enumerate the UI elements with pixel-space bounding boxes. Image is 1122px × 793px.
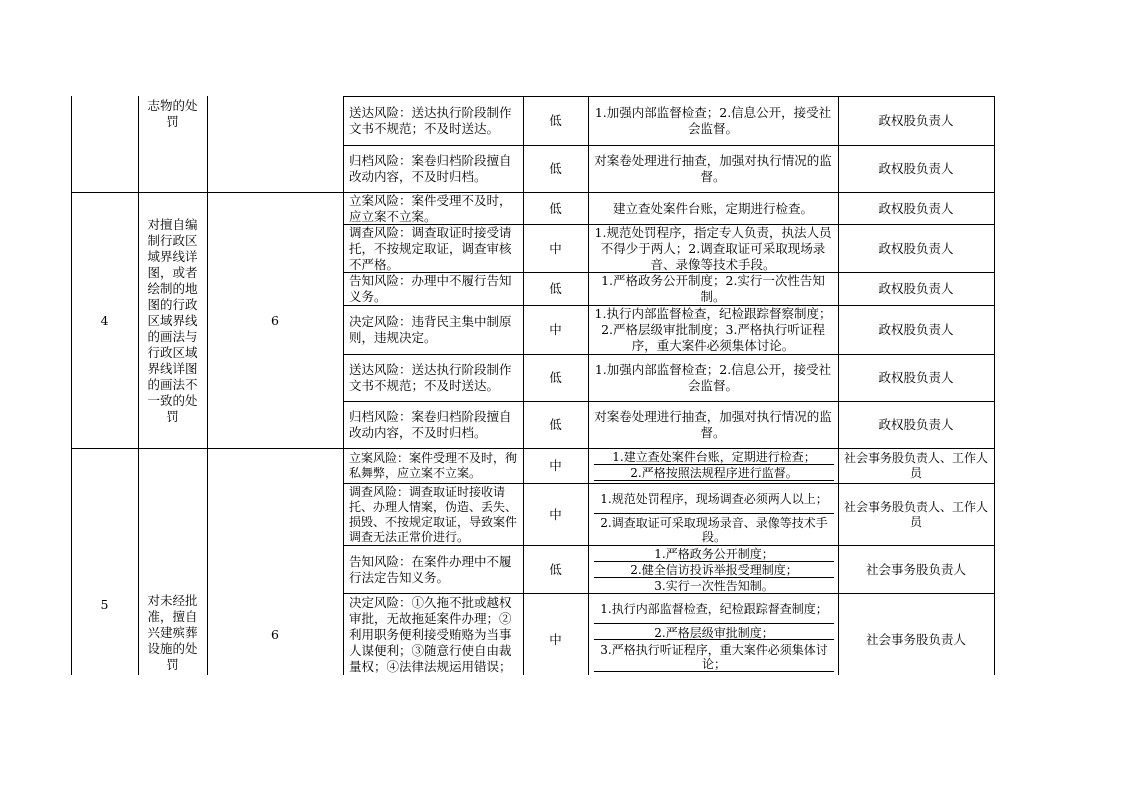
level-cell: 中 [549,506,562,522]
item-name-cell: 对未经批准，擅自兴建殡葬设施的处罚 [147,593,198,672]
item-name-cell: 对擅自编制行政区域界线详图，或者绘制的地图的行政区域界线的画法与行政区域界线详图的画法不一致的处罚 [147,216,198,424]
measure-item: 1.规范处罚程序，现场调查必须两人以上； [594,485,834,514]
level-cell: 低 [549,417,562,432]
measure-cell: 1.执行内部监督检查，纪检跟踪督察制度；2.严格层级审批制度；3.严格执行听证程序，重大案件必须集体讨论。 [594,306,832,353]
risk-cell: 立案风险：案件受理不及时，徇私舞弊，应立案不立案。 [349,451,518,480]
risk-cell: 归档风险：案卷归档阶段擅自改动内容，不及时归档。 [349,153,512,184]
owner-cell: 社会事务股负责人 [865,561,966,577]
risk-cell: 调查风险：调查取证时接收请托、办理人情案，伪造、丢失、损毁、不按规定取证，导致案件调查无法正常价进行。 [349,484,518,544]
risk-cell: 送达风险：送达执行阶段制作文书不规范；不及时送达。 [349,105,512,136]
measure-cell: 建立查处案件台账，定期进行检查。 [612,200,813,216]
risk-cell: 立案风险：案件受理不及时，应立案不立案。 [349,193,512,224]
owner-cell: 社会事务股负责人 [865,631,966,647]
measure-item: 1.严格政务公开制度； [594,547,834,562]
measure-item: 2.严格层级审批制度； [594,626,834,640]
measure-item: 2.严格按照法规程序进行监督。 [594,466,834,481]
measure-cell: 1.严格政务公开制度；2.实行一次性告知制。 [601,273,825,304]
risk-cell: 告知风险：在案件办理中不履行法定告知义务。 [349,553,512,585]
risk-count-cell: 6 [271,312,279,328]
risk-cell: 决定风险：①久拖不批或越权审批，无故拖延案件办理；②利用职务便利接受贿赂为当事人谋便利；③随意行使自由裁量权；④法律法规运用错误； [349,595,512,674]
level-cell: 中 [549,631,562,647]
owner-cell: 社会事务股负责人、工作人员 [844,499,989,529]
risk-cell: 归档风险：案卷归档阶段擅自改动内容，不及时归档。 [349,409,512,440]
owner-cell: 政权股负责人 [878,281,954,296]
owner-cell: 政权股负责人 [878,322,954,337]
risk-count-cell: 6 [271,627,279,642]
risk-cell: 送达风险：送达执行阶段制作文书不规范；不及时送达。 [349,362,512,393]
level-cell: 低 [549,370,562,385]
owner-cell: 政权股负责人 [878,417,954,432]
measure-cell: 对案卷处理进行抽查，加强对执行情况的监督。 [594,153,832,184]
measure-item: 2.调查取证可采取现场录音、录像等技术手段。 [600,515,828,544]
measure-cell: 1.加强内部监督检查；2.信息公开，接受社会监督。 [594,105,832,136]
level-cell: 中 [549,458,562,473]
level-cell: 中 [549,240,562,256]
owner-cell: 政权股负责人 [878,240,954,256]
measure-cell: 对案卷处理进行抽查，加强对执行情况的监督。 [594,409,832,440]
risk-cell: 告知风险：办理中不履行告知义务。 [349,273,512,304]
risk-cell: 调查风险：调查取证时接受请托，不按规定取证，调查审核不严格。 [349,225,512,272]
level-cell: 低 [549,200,562,216]
risk-cell: 决定风险：违背民主集中制原则，违规决定。 [349,314,512,345]
level-cell: 低 [549,281,562,296]
owner-cell: 政权股负责人 [878,370,954,385]
measure-item: 3.实行一次性告知制。 [654,578,774,593]
measure-item: 2.健全信访投诉举报受理制度； [594,563,834,578]
owner-cell: 政权股负责人 [878,200,954,216]
level-cell: 中 [549,322,562,337]
level-cell: 低 [549,113,562,128]
owner-cell: 社会事务股负责人、工作人员 [844,451,989,480]
item-number-cell: 4 [100,312,109,328]
measure-item: 1.建立查处案件台账，定期进行检查； [594,450,834,465]
owner-cell: 政权股负责人 [878,113,954,128]
measure-cell: 1.规范处罚程序，指定专人负责，执法人员不得少于两人；2.调查取证可采取现场录音、录像等技术手段。 [594,225,832,272]
measure-item: 3.严格执行听证程序，重大案件必须集体讨论； [594,642,834,672]
measure-cell: 1.加强内部监督检查；2.信息公开，接受社会监督。 [594,362,832,393]
level-cell: 低 [549,561,562,577]
table-border-right [994,96,995,675]
item-number-cell: 5 [100,597,109,612]
measure-item: 1.执行内部监督检查，纪检跟踪督查制度； [594,595,834,624]
owner-cell: 政权股负责人 [878,161,954,176]
item-name-cell: 志物的处罚 [147,98,198,129]
level-cell: 低 [549,161,562,176]
